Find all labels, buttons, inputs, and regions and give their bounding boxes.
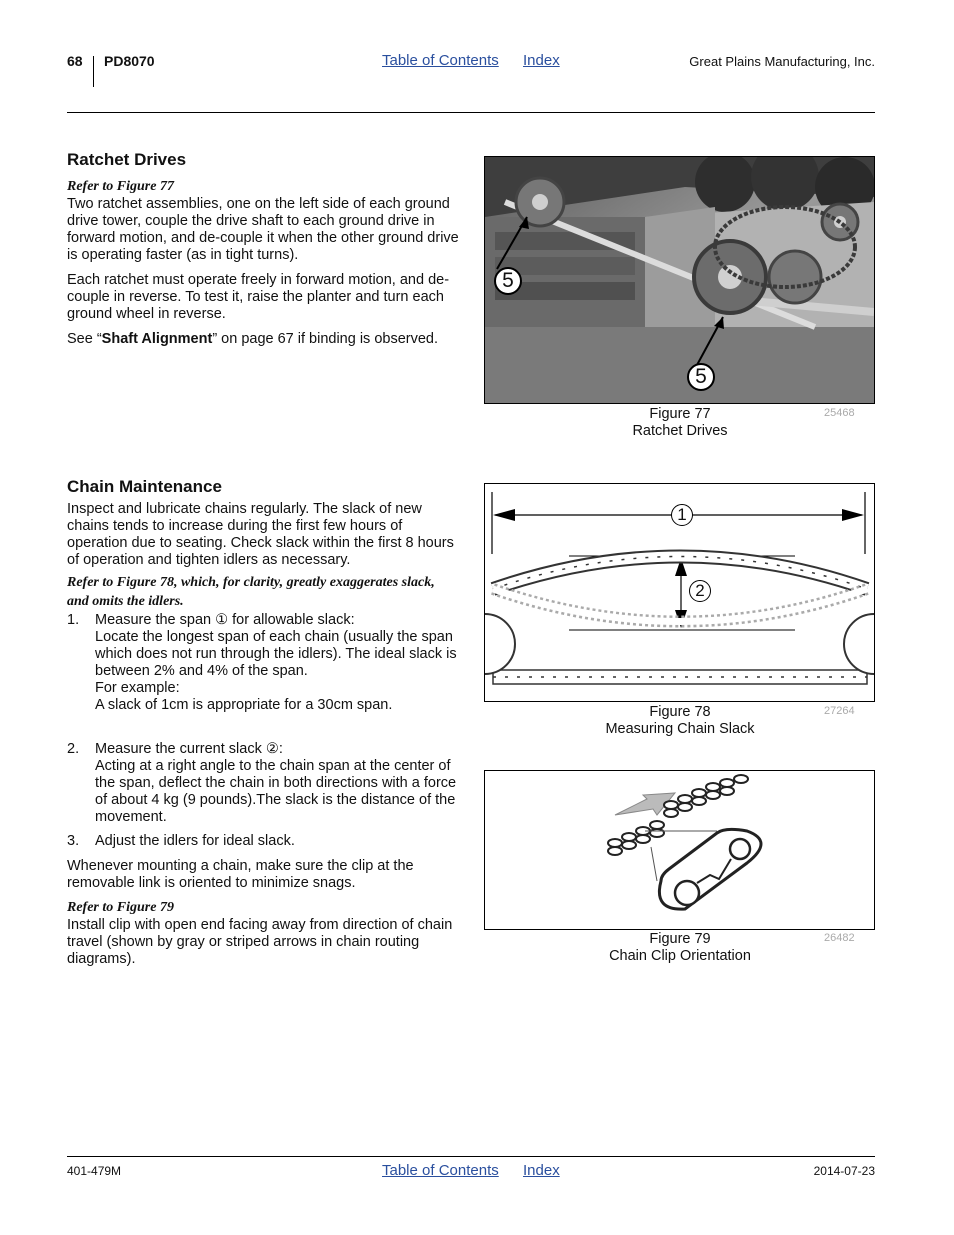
ratchet-figure-ref: Refer to Figure 77	[67, 179, 174, 194]
doc-date: 2014-07-23	[813, 1164, 875, 1178]
callout-5-lower: 5	[687, 363, 715, 391]
chain-clip-diagram	[485, 771, 874, 929]
step-2	[67, 741, 459, 826]
chain-paragraph-3: Install clip with open end facing away from direction of chain travel (shown by gray or striped arrows in chain routing diagrams).	[67, 917, 453, 967]
chain-paragraph-2: Whenever mounting a chain, make sure the clip at the removable link is oriented to minimize snags.	[67, 858, 414, 891]
step-1-example-body: A slack of 1cm is appropriate for a 30cm span.	[95, 697, 393, 713]
step-2-number: 2.	[67, 741, 80, 757]
header-divider	[93, 56, 94, 87]
figure-78-image	[484, 483, 875, 702]
figure-78-subtitle: Measuring Chain Slack	[605, 721, 755, 737]
figure-79-image	[484, 770, 875, 930]
model-code: PD8070	[104, 53, 155, 69]
figure-78-id: 27264	[824, 705, 855, 717]
figure-79-id: 26482	[824, 932, 855, 944]
doc-number: 401-479M	[67, 1164, 122, 1178]
step-2-title: Measure the current slack ②:	[95, 741, 283, 757]
figure-79-title: Figure 79	[649, 931, 711, 947]
step-3	[67, 833, 459, 850]
step-3-number: 3.	[67, 833, 80, 849]
step-3-title: Adjust the idlers for ideal slack.	[95, 833, 295, 849]
callout-2-slack: 2	[689, 580, 711, 602]
header-index-link[interactable]: Index	[523, 52, 560, 69]
chain-figure-79-ref: Refer to Figure 79	[67, 900, 174, 915]
callout-5-upper: 5	[494, 267, 522, 295]
footer-index-link[interactable]: Index	[523, 1162, 560, 1179]
footer-toc-link[interactable]: Table of Contents	[382, 1162, 499, 1179]
figure-78-title: Figure 78	[649, 704, 711, 720]
figure-77-image	[484, 156, 875, 404]
chain-paragraph-1: Inspect and lubricate chains regularly. The slack of new chains tends to increase during the first few hours of operation due to seating. Check slack within the first 8 hours of operation and tighten idlers as necessary.	[67, 501, 454, 568]
figure-77-id: 25468	[824, 407, 855, 419]
callout-1-span: 1	[671, 504, 693, 526]
step-1	[67, 612, 459, 714]
figure-77-subtitle: Ratchet Drives	[632, 423, 728, 439]
ratchet-paragraph-3: See “Shaft Alignment” on page 67 if binding is observed.	[67, 331, 439, 347]
ratchet-paragraph-1: Two ratchet assemblies, one on the left side of each ground drive tower, couple the drive shaft to each ground drive in forward motion, and de-couple it when the other ground drive is operating faster (as in tight turns).	[67, 196, 459, 263]
chain-section	[67, 477, 459, 968]
figure-77-title: Figure 77	[649, 406, 711, 422]
figure-77-caption	[580, 406, 780, 440]
figure-78-caption	[580, 704, 780, 738]
header-rule	[67, 112, 875, 113]
step-1-body: Locate the longest span of each chain (usually the span which does not run through the idlers). The ideal slack is between 2% and 4% of the span.	[95, 629, 457, 679]
figure-79-caption	[580, 931, 780, 965]
step-2-body: Acting at a right angle to the chain span at the center of the span, deflect the chain in both directions with a force of about 4 kg (9 pounds).The slack is the distance of the movement.	[95, 758, 457, 825]
step-1-title: Measure the span ① for allowable slack:	[95, 612, 355, 628]
header-toc-link[interactable]: Table of Contents	[382, 52, 499, 69]
chain-figure-78-ref: Refer to Figure 78, which, for clarity, greatly exaggerates slack, and omits the idlers.	[67, 575, 435, 609]
figure-79-subtitle: Chain Clip Orientation	[609, 948, 751, 964]
ratchet-section	[67, 150, 459, 348]
shaft-alignment-ref: Shaft Alignment	[101, 331, 213, 347]
step-1-example-label: For example:	[95, 680, 180, 696]
ratchet-drive-photo	[485, 157, 874, 403]
chain-heading: Chain Maintenance	[67, 477, 222, 496]
company-name: Great Plains Manufacturing, Inc.	[689, 54, 875, 69]
page-number: 68	[67, 53, 83, 69]
step-1-number: 1.	[67, 612, 80, 628]
footer-rule	[67, 1156, 875, 1157]
ratchet-paragraph-2: Each ratchet must operate freely in forward motion, and de-couple in reverse. To test it, raise the planter and turn each ground wheel in reverse.	[67, 272, 450, 322]
ratchet-heading: Ratchet Drives	[67, 150, 187, 169]
